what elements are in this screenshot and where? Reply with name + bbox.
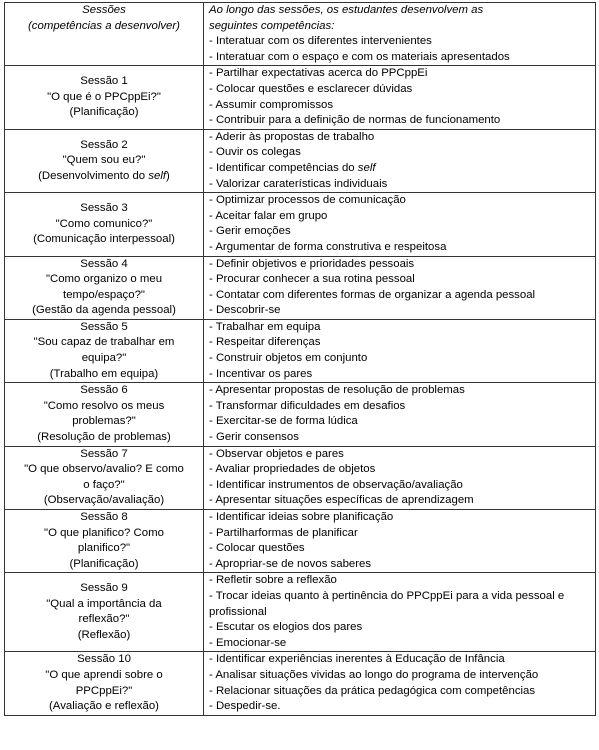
- session-cell: [5, 446, 204, 509]
- competency-item: - Colocar questões: [209, 542, 305, 555]
- session-question-cont: tempo/espaço?": [63, 288, 145, 301]
- competency-item: - Gerir consensos: [209, 431, 299, 444]
- competency-item: - Emocionar-se: [209, 636, 287, 649]
- session-cell: [5, 652, 204, 715]
- session-title: Sessão 4: [80, 257, 128, 270]
- competency-item: - Analisar situações vividas ao longo do programa de intervenção: [209, 668, 539, 681]
- session-question-cont: equipa?": [81, 352, 127, 365]
- competency-item: - Refletir sobre a reflexão: [209, 574, 337, 587]
- session-title: Sessão 7: [80, 447, 128, 460]
- competencies-cell: [204, 256, 596, 319]
- competency-item: - Identificar ideias sobre planificação: [209, 511, 394, 523]
- session-theme: (Planificação): [69, 557, 139, 570]
- session-question: "Sou capaz de trabalhar em: [33, 336, 175, 349]
- session-question-cont: reflexão?": [78, 613, 130, 626]
- competency-item: - Observar objetos e pares: [209, 447, 344, 460]
- session-row: [5, 652, 596, 715]
- competency-item: - Contribuir para a definição de normas de funcionamento: [209, 114, 501, 127]
- session-theme: (Observação/avaliação): [43, 494, 165, 507]
- header-sessions-sublabel: (competências a desenvolver): [28, 19, 180, 32]
- session-cell: [5, 319, 204, 382]
- competency-item: - Optimizar processos de comunicação: [209, 194, 406, 207]
- competencies-cell: [204, 129, 596, 192]
- competency-item: - Procurar conhecer a sua rotina pessoal: [209, 273, 415, 286]
- session-theme: (Resolução de problemas): [37, 431, 171, 444]
- session-row: [5, 129, 596, 192]
- session-title: Sessão 2: [80, 138, 128, 151]
- competency-item: [209, 161, 591, 177]
- competency-item: - Apropriar-se de novos saberes: [209, 557, 372, 570]
- competency-item: - Aceitar falar em grupo: [209, 209, 328, 222]
- header-sessions-label: Sessões: [82, 4, 126, 16]
- session-cell: [5, 256, 204, 319]
- session-row: [5, 319, 596, 382]
- competency-item: - Construir objetos em conjunto: [209, 352, 368, 365]
- session-question: "O que planifico? Como: [44, 526, 164, 539]
- session-theme: (Planificação): [69, 106, 139, 119]
- competency-italic-word: self: [357, 161, 376, 174]
- session-question-cont: problemas?": [72, 415, 136, 428]
- session-theme: (Gestão da agenda pessoal): [32, 304, 176, 317]
- competencies-cell: [204, 319, 596, 382]
- session-cell: [5, 193, 204, 256]
- session-title: Sessão 5: [80, 320, 128, 333]
- session-row: [5, 446, 596, 509]
- session-title: Sessão 1: [80, 75, 128, 88]
- session-question: "Como organizo o meu: [45, 273, 163, 286]
- session-theme: (Comunicação interpessoal): [33, 233, 175, 246]
- session-title: Sessão 6: [80, 384, 128, 397]
- session-question: "O que observo/avalio? E como: [24, 463, 184, 476]
- competency-item: - Exercitar-se de forma lúdica: [209, 415, 358, 428]
- competency-item: - Descobrir-se: [209, 304, 281, 317]
- session-theme: (Reflexão): [77, 628, 131, 641]
- competency-item: - Gerir emoções: [209, 225, 291, 238]
- session-theme: (Trabalho em equipa): [49, 367, 159, 380]
- competency-item: - Partilhar expectativas acerca do PPCppEi: [209, 67, 428, 80]
- session-row: [5, 383, 596, 446]
- session-title: Sessão 3: [80, 201, 128, 214]
- competency-item: - Trocar ideias quanto à pertinência do PPCppEi para a vida pessoal e profissional: [209, 589, 565, 618]
- competency-item: - Respeitar diferenças: [209, 336, 321, 349]
- competency-item: - Trabalhar em equipa: [209, 320, 321, 333]
- competencies-cell: [204, 652, 596, 715]
- session-theme-italic: self: [148, 169, 167, 182]
- competency-item: - Identificar experiências inerentes à Educação de Infância: [209, 653, 505, 666]
- competency-item: - Incentivar os pares: [209, 367, 313, 380]
- competency-item: - Aderir às propostas de trabalho: [209, 130, 375, 143]
- header-intro-line1: Ao longo das sessões, os estudantes desenvolvem as: [209, 4, 484, 16]
- competencies-cell: [204, 510, 596, 573]
- competency-prefix: - Identificar competências do: [209, 161, 358, 174]
- competency-item: - Apresentar propostas de resolução de problemas: [209, 384, 465, 397]
- competency-item: - Ouvir os colegas: [209, 146, 301, 159]
- session-cell: [5, 510, 204, 573]
- session-title: Sessão 8: [80, 511, 128, 523]
- competencies-cell: [204, 573, 596, 652]
- session-theme: [9, 169, 199, 185]
- competency-item: - Avaliar propriedades de objetos: [209, 463, 376, 476]
- header-right-cell: [204, 3, 596, 66]
- competency-item: - Colocar questões e esclarecer dúvidas: [209, 82, 413, 95]
- session-theme-suffix: ): [166, 169, 170, 182]
- session-question: "Qual a importância da: [46, 597, 162, 610]
- sessions-table: [4, 2, 596, 716]
- session-row: [5, 193, 596, 256]
- session-row: [5, 256, 596, 319]
- competency-item: - Apresentar situações específicas de aprendizagem: [209, 494, 474, 507]
- session-title: Sessão 9: [80, 582, 128, 595]
- header-left-cell: [5, 3, 204, 66]
- session-question: "O que é o PPCppEi?": [47, 90, 161, 103]
- competencies-cell: [204, 66, 596, 129]
- competencies-cell: [204, 193, 596, 256]
- session-title: Sessão 10: [77, 653, 131, 666]
- competency-item: - Escutar os elogios dos pares: [209, 621, 363, 634]
- session-question: "Como resolvo os meus: [43, 399, 165, 412]
- header-row: [5, 3, 596, 66]
- session-cell: [5, 129, 204, 192]
- competency-item: - Relacionar situações da prática pedagógica com competências: [209, 684, 536, 697]
- session-question: "Como comunico?": [55, 217, 153, 230]
- session-cell: [5, 66, 204, 129]
- session-row: [5, 66, 596, 129]
- session-cell: [5, 573, 204, 652]
- competency-item: - Partilharformas de planificar: [209, 526, 358, 539]
- header-bullet: - Interatuar com os diferentes intervenientes: [209, 35, 432, 48]
- session-cell: [5, 383, 204, 446]
- session-row: [5, 510, 596, 573]
- session-question-cont: PPCppEi?": [75, 684, 133, 697]
- session-theme: (Avaliação e reflexão): [49, 700, 159, 713]
- session-row: [5, 573, 596, 652]
- competencies-cell: [204, 383, 596, 446]
- competency-item: - Assumir compromissos: [209, 98, 334, 111]
- competency-item: - Identificar instrumentos de observação/avaliação: [209, 478, 463, 491]
- competency-item: - Transformar dificuldades em desafios: [209, 399, 406, 412]
- competencies-cell: [204, 446, 596, 509]
- session-question: "Quem sou eu?": [62, 154, 146, 167]
- header-intro-line2: seguintes competências:: [209, 19, 335, 32]
- competency-item: - Contatar com diferentes formas de organizar a agenda pessoal: [209, 288, 536, 301]
- session-question: "O que aprendi sobre o: [45, 668, 163, 681]
- competency-item: - Definir objetivos e prioridades pessoais: [209, 257, 415, 270]
- competency-item: - Valorizar caraterísticas individuais: [209, 177, 388, 190]
- session-question-cont: o faço?": [83, 478, 125, 491]
- header-bullet: - Interatuar com o espaço e com os materiais apresentados: [209, 50, 510, 63]
- session-question-cont: planifico?": [77, 542, 131, 555]
- session-theme-prefix: (Desenvolvimento do: [38, 169, 149, 182]
- competency-item: - Despedir-se.: [209, 700, 281, 713]
- competency-item: - Argumentar de forma construtiva e respeitosa: [209, 240, 447, 253]
